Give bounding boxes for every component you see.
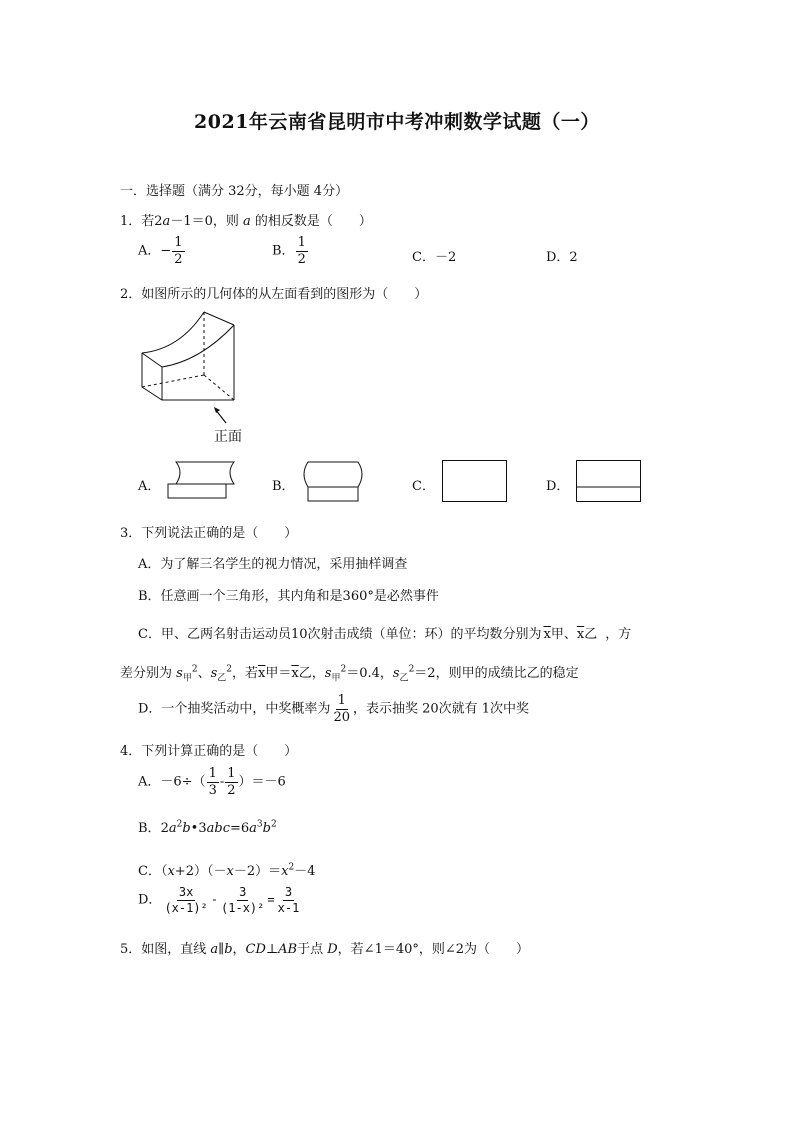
arrow-icon: [212, 405, 228, 425]
q1-stem: 1．若2a－1＝0，则 a 的相反数是（ ）: [120, 214, 372, 229]
left-top-edge: [142, 353, 162, 367]
solid-figure: [138, 305, 248, 420]
hidden-diag: [204, 375, 234, 400]
front-label: 正面: [214, 429, 242, 445]
q2-option-d-label[interactable]: D．: [546, 479, 570, 494]
q3-option-b[interactable]: B．任意画一个三角形，其内角和是360°是必然事件: [138, 589, 439, 604]
q1-option-a[interactable]: A．− $\frac{1}{2}$: [138, 235, 183, 267]
q3-option-c-line1[interactable]: C．甲、乙两名射击运动员10次射击成绩（单位：环）的平均数分别为 $\overline{x}$甲、$\overline{x}$乙 ，方: [138, 627, 632, 642]
section-heading: 一．选择题（满分 32分，每小题 4分）: [120, 184, 349, 199]
q2-option-b-figure: [302, 460, 364, 504]
q2-option-c-label[interactable]: C．: [412, 479, 435, 494]
q2-option-d-figure: [576, 460, 642, 504]
q1-option-b[interactable]: B． $\frac{1}{2}$: [272, 235, 306, 267]
back-arc: [162, 325, 234, 367]
q4-option-d[interactable]: D． $\frac{3x}{\text{(x-1)²}}$ - $\frac{3}{\text{(1-x)²}}$ = $\frac{3}{x-1}$: [138, 885, 300, 915]
q2-option-a-label[interactable]: A．: [138, 479, 161, 494]
q4-option-a[interactable]: A．－6÷（ $\frac{1}{3}$ - $\frac{1}{2}$ ）＝－6: [138, 766, 286, 798]
hidden-bottom: [142, 375, 204, 387]
q1-option-d[interactable]: D．2: [546, 250, 578, 265]
q3-option-c-line2: 差分别为 $s_甲^2$、$s_乙^2$，若$\overline{x}$甲$=\overline{x}$乙，$s_甲^2=0.4$，$s_乙^2=2$，则甲的成绩比乙的稳定: [120, 664, 579, 684]
q2-option-a-figure: [164, 460, 240, 500]
q3-stem: 3．下列说法正确的是（ ）: [120, 526, 298, 541]
q3-option-a[interactable]: A．为了解三名学生的视力情况，采用抽样调查: [138, 557, 408, 572]
q3-option-d[interactable]: D．一个抽奖活动中，中奖概率为 $\frac{1}{20}$ ，表示抽奖 20次就有 1次中奖: [138, 693, 530, 725]
q1-option-c[interactable]: C．－2: [412, 250, 457, 265]
q2-stem: 2．如图所示的几何体的从左面看到的图形为（ ）: [120, 287, 428, 302]
q5-stem: 5．如图，直线 a∥b，CD⊥AB于点 D，若∠1＝40°，则∠2为（ ）: [120, 942, 530, 957]
q4-option-b[interactable]: B．$2a^2b•3abc=6a^3b^2$: [138, 819, 277, 836]
top-back-edge: [204, 312, 234, 325]
q2-option-b-label[interactable]: B．: [272, 479, 295, 494]
page-title: 2021年云南省昆明市中考冲刺数学试题（一）: [194, 111, 600, 133]
q4-option-c[interactable]: C．$(x+2)(-x-2)=x^2-4$: [138, 862, 316, 879]
base-left-edges: [142, 353, 234, 400]
q2-option-c-figure: [442, 460, 508, 504]
front-arc: [142, 312, 204, 353]
q4-stem: 4．下列计算正确的是（ ）: [120, 744, 298, 759]
